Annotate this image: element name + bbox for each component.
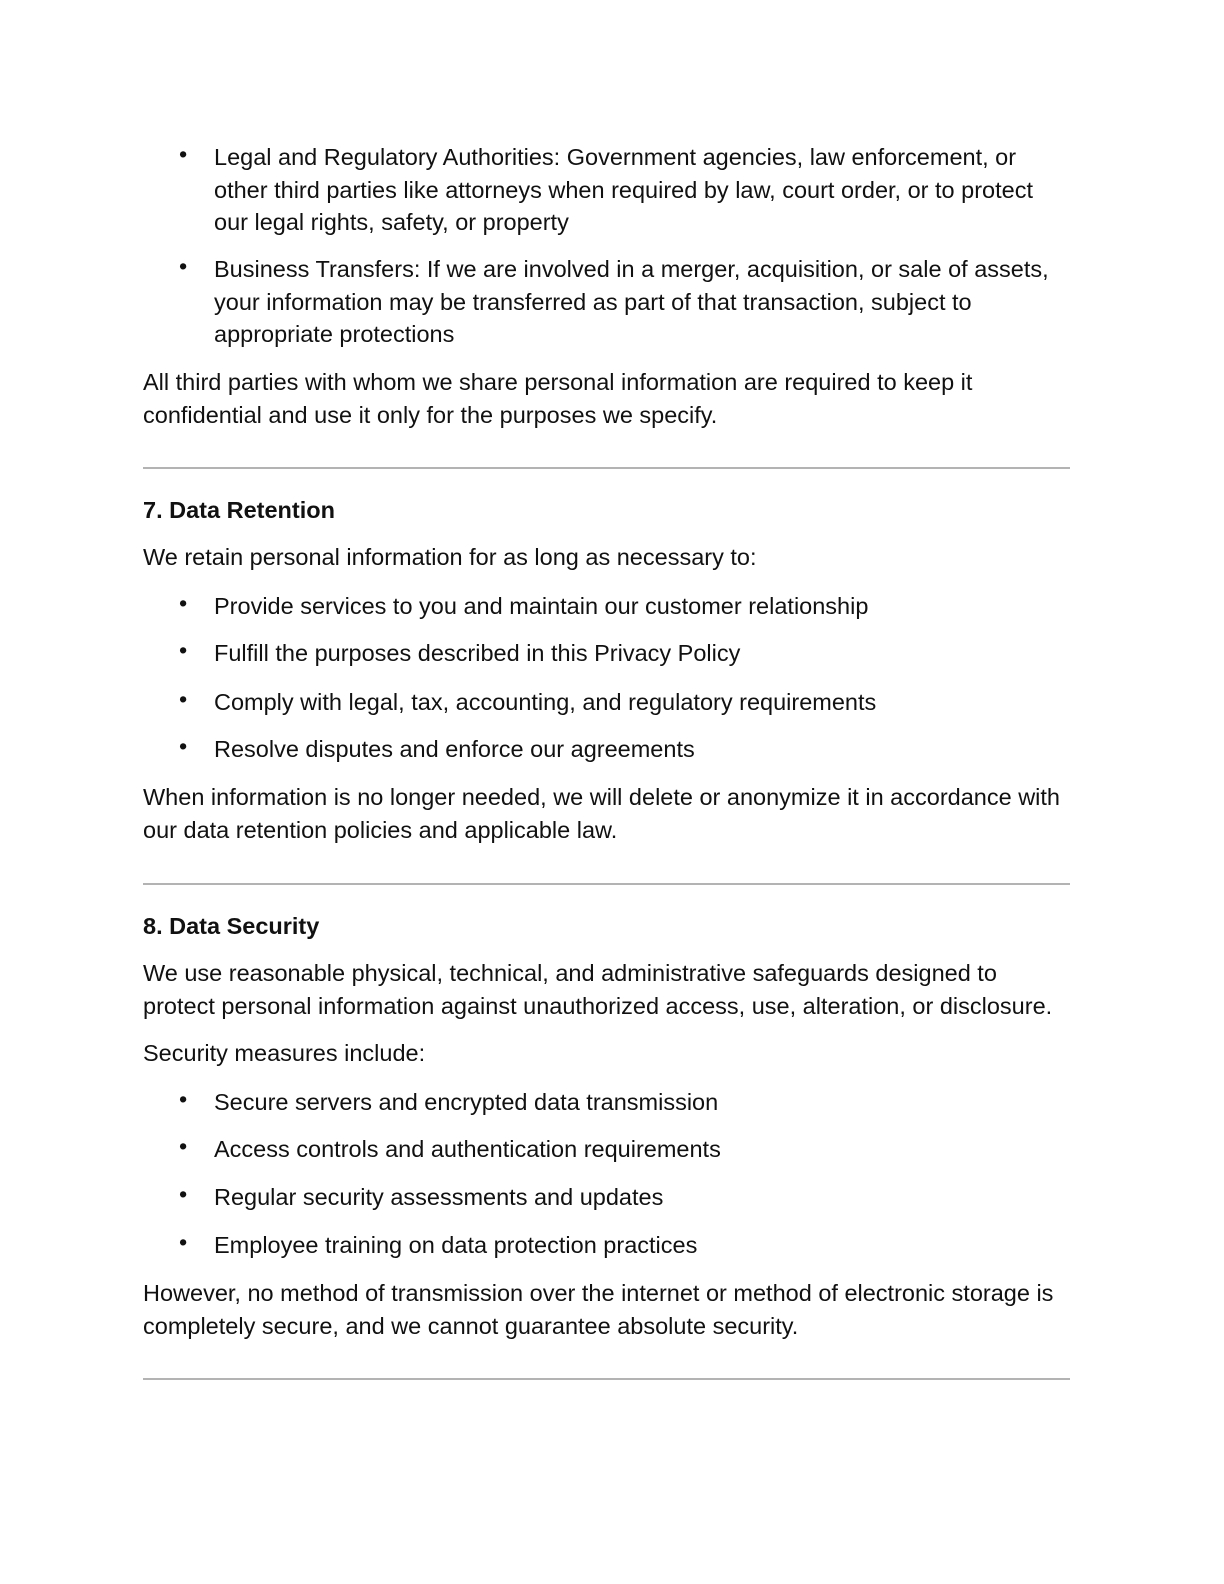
list-item-text: Business Transfers: If we are involved in a merger, acquisition, or sale of assets, your information may be transferred as part of that transaction, subject to appropriate protections [214, 256, 1049, 347]
bullet-marker: • [179, 733, 188, 759]
bullet-marker: • [179, 1133, 188, 1159]
section-divider [143, 467, 1070, 469]
list-item [143, 253, 1071, 353]
bullet-marker: • [179, 1181, 188, 1207]
list-item-text: Secure servers and encrypted data transmission [214, 1089, 719, 1115]
list-item [143, 1133, 1071, 1167]
bullet-marker: • [179, 141, 188, 167]
section-divider [143, 1378, 1070, 1380]
bullet-marker: • [179, 590, 188, 616]
list-item [143, 686, 1071, 720]
list-item [143, 141, 1071, 241]
list-item-text: Provide services to you and maintain our customer relationship [214, 593, 869, 619]
list-item-text: Regular security assessments and updates [214, 1184, 664, 1210]
list-item-text: Legal and Regulatory Authorities: Government agencies, law enforcement, or other third parties like attorneys when required by law, court order, or to protect our legal rights, safety, or property [214, 144, 1034, 235]
section8-measures-label: Security measures include: [143, 1040, 426, 1066]
section6-closing-paragraph: All third parties with whom we share personal information are required to keep it confidential and use it only for the purposes we specify. [143, 369, 973, 428]
list-item [143, 590, 1071, 624]
section-divider [143, 883, 1070, 885]
section7-closing-paragraph: When information is no longer needed, we will delete or anonymize it in accordance with our data retention policies and applicable law. [143, 784, 1060, 843]
bullet-marker: • [179, 686, 188, 712]
bullet-marker: • [179, 253, 188, 279]
list-item-text: Employee training on data protection practices [214, 1232, 698, 1258]
list-item-text: Comply with legal, tax, accounting, and regulatory requirements [214, 689, 877, 715]
section8-heading: 8. Data Security [143, 913, 320, 939]
section8-closing-paragraph: However, no method of transmission over the internet or method of electronic storage is completely secure, and we cannot guarantee absolute security. [143, 1280, 1054, 1339]
bullet-marker: • [179, 1086, 188, 1112]
list-item-text: Resolve disputes and enforce our agreements [214, 736, 695, 762]
bullet-marker: • [179, 1229, 188, 1255]
list-item [143, 1086, 1071, 1120]
list-item [143, 1229, 1071, 1263]
list-item [143, 733, 1071, 767]
list-item [143, 637, 1071, 671]
list-item [143, 1181, 1071, 1215]
section7-heading: 7. Data Retention [143, 497, 335, 523]
section8-intro: We use reasonable physical, technical, and administrative safeguards designed to protect personal information against unauthorized access, use, alteration, or disclosure. [143, 960, 1053, 1019]
list-item-text: Access controls and authentication requirements [214, 1136, 721, 1162]
list-item-text: Fulfill the purposes described in this Privacy Policy [214, 640, 741, 666]
section7-intro: We retain personal information for as long as necessary to: [143, 544, 757, 570]
bullet-marker: • [179, 637, 188, 663]
